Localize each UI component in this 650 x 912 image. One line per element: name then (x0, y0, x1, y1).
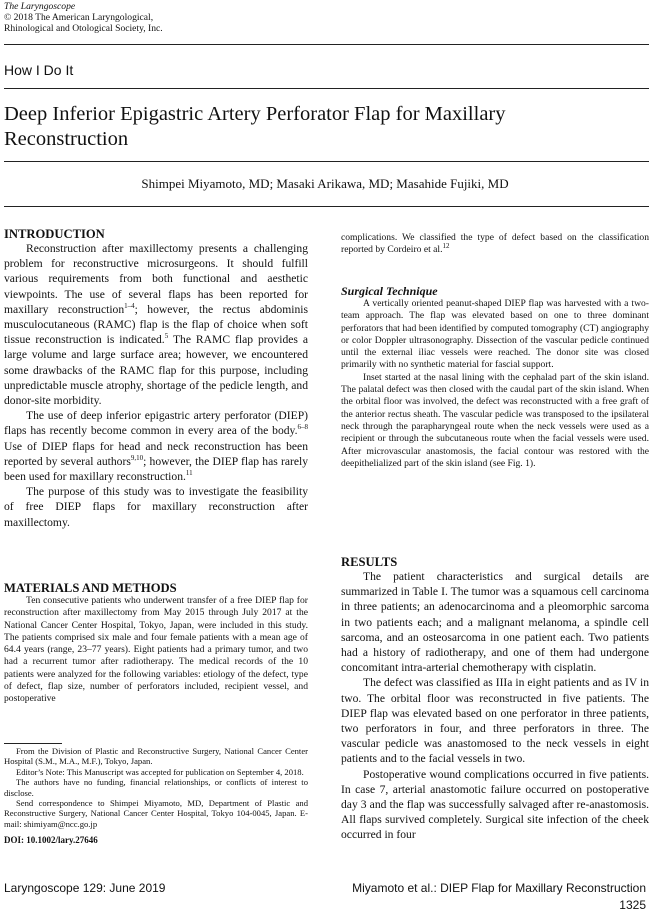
left-column (4, 227, 308, 530)
footnote-disclosure: The authors have no funding, financial relationships, or conflicts of interest to disclose. (4, 777, 308, 798)
footnote-rule (4, 743, 62, 744)
journal-header (4, 2, 163, 34)
journal-name: The Laryngoscope (4, 1, 76, 12)
surgical-technique-heading: Surgical Technique (341, 284, 438, 298)
article-title: Deep Inferior Epigastric Artery Perforator Flap for Maxillary Reconstruction (4, 103, 506, 150)
methods-heading: MATERIALS AND METHODS (4, 581, 177, 595)
footnote-affiliation: From the Division of Plastic and Reconstructive Surgery, National Cancer Center Hospital (S.M., M.A., M.F.), Tokyo, Japan. (4, 746, 308, 767)
authors-rule (4, 206, 649, 207)
methods-section (4, 581, 308, 706)
results-paragraph-1: The patient characteristics and surgical details are summarized in Table I. The tumor was a squamous cell carcinoma in three patients; an adenocarcinoma and a pleomorphic sarcoma in two patients each; and a malignant melanoma, a spindle cell sarcoma, and an osteosarcoma in one patient each. Two patients had a history of radiotherapy, and one of them had undergone concomitant intra-arterial chemotherapy with cisplatin. (341, 570, 649, 675)
footnote-correspondence: Send correspondence to Shimpei Miyamoto, MD, Department of Plastic and Reconstructive Surgery, National Cancer Center Hospital, Tokyo 104-0045, Japan. E-mail: shimiyam@ncc.go.jp (4, 798, 308, 829)
doi: DOI: 10.1002/lary.27646 (4, 835, 98, 846)
footnotes (4, 746, 308, 845)
results-section (341, 555, 649, 843)
methods-paragraph-1: Ten consecutive patients who underwent transfer of a free DIEP flap for reconstruction after maxillectomy from May 2015 through July 2017 at the National Cancer Center Hospital, Tokyo, Japan, were included in this study. The patients comprised six male and four female patients with a mean age of 64.4 years (range, 23–77 years). Eight patients had a primary tumor, and two had a recurrent tumor after radiotherapy. The medical records of the 10 patients were analyzed for the following variables: etiology of the defect, type of defect, flap size, number of perforators included, recipient vessel, and postoperative (4, 595, 308, 705)
intro-paragraph-2: The use of deep inferior epigastric artery perforator (DIEP) flaps has recently become common in every area of the body.$^{6-8}$ Use of DIEP flaps for head and neck reconstruction has been reported by several authors$^{9,10}$; however, the DIEP flap has rarely been used for maxillary reconstruction.$^{11}$ (4, 409, 308, 484)
footer-running-title: Miyamoto et al.: DIEP Flap for Maxillary Reconstruction (352, 881, 646, 895)
copyright: © 2018 The American Laryngological, (4, 11, 154, 23)
surgical-technique-section (341, 284, 649, 470)
methods-continued: complications. We classified the type of defect based on the classification reported by Cordeiro et al.$^{12}$ (341, 232, 649, 256)
footer-journal-issue: Laryngoscope 129: June 2019 (4, 881, 166, 895)
author-list: Shimpei Miyamoto, MD; Masaki Arikawa, MD; Masahide Fujiki, MD (141, 176, 509, 191)
surgical-paragraph-1: A vertically oriented peanut-shaped DIEP flap was harvested with a two-team approach. The flap was elevated based on one to three dominant perforators that had been identified by computed tomography (CT) angiography or color Doppler ultrasonography. Dissection of the vascular pedicle continued until the external iliac vessels were reached. The donor site was closed primarily with no synthetic material for fascial support. (341, 298, 649, 371)
section-label: How I Do It (4, 62, 74, 78)
title-rule (4, 161, 649, 162)
intro-paragraph-1: Reconstruction after maxillectomy presents a challenging problem for reconstructive microsurgeons. It should fulfill various requirements from both functional and aesthetic viewpoints. The use of several flaps has been reported for maxillary reconstruction$^{1-4}$; however, the rectus abdominis musculocutaneous (RAMC) flap is the flap of choice when soft tissue reconstruction is indicated.$^5$ The RAMC flap provides a large volume and large surface area; however, we encountered some drawbacks of the RAMC flap for this purpose, including unpredictable muscle atrophy, shortage of the pedicle length, and donor-site morbidity. (4, 242, 308, 408)
header-rule (4, 44, 649, 45)
society: Rhinological and Otological Society, Inc. (4, 22, 163, 34)
introduction-heading: INTRODUCTION (4, 227, 105, 241)
intro-paragraph-3: The purpose of this study was to investigate the feasibility of free DIEP flaps for maxillary reconstruction after maxillectomy. (4, 485, 308, 529)
results-paragraph-2: The defect was classified as IIIa in eight patients and as IV in two. The orbital floor was reconstructed in five patients. The DIEP flap was elevated based on one perforator in three patients, two perforators in four, and three perforators in three. The vascular pedicle was anastomosed to the neck vessels in eight patients and to the facial vessels in two. (341, 676, 649, 766)
results-heading: RESULTS (341, 555, 398, 569)
results-paragraph-3: Postoperative wound complications occurred in five patients. In case 7, arterial anastomotic failure occurred on postoperative day 3 and the flap was successfully salvaged after re-anastomosis. All flaps survived completely. Surgical site infection of the cheek occurred in four (341, 767, 649, 842)
section-rule (4, 88, 649, 89)
surgical-paragraph-2: Inset started at the nasal lining with the cephalad part of the skin island. The palatal defect was then closed with the caudal part of the skin island. When the orbital floor was involved, the defect was reconstructed with a free graft of the anterior rectus sheath. The vascular pedicle was transposed to the ipsilateral neck through the parapharyngeal route when the neck vessels were used as a recipient or through the subcutaneous route when the facial vessels were used. After microvascular anastomosis, the facial contour was restored with the deepithelialized part of the skin island (see Fig. 1). (341, 371, 649, 469)
footnote-editor-note: Editor’s Note: This Manuscript was accepted for publication on September 4, 2018. (16, 766, 304, 777)
page-number: 1325 (619, 898, 646, 912)
